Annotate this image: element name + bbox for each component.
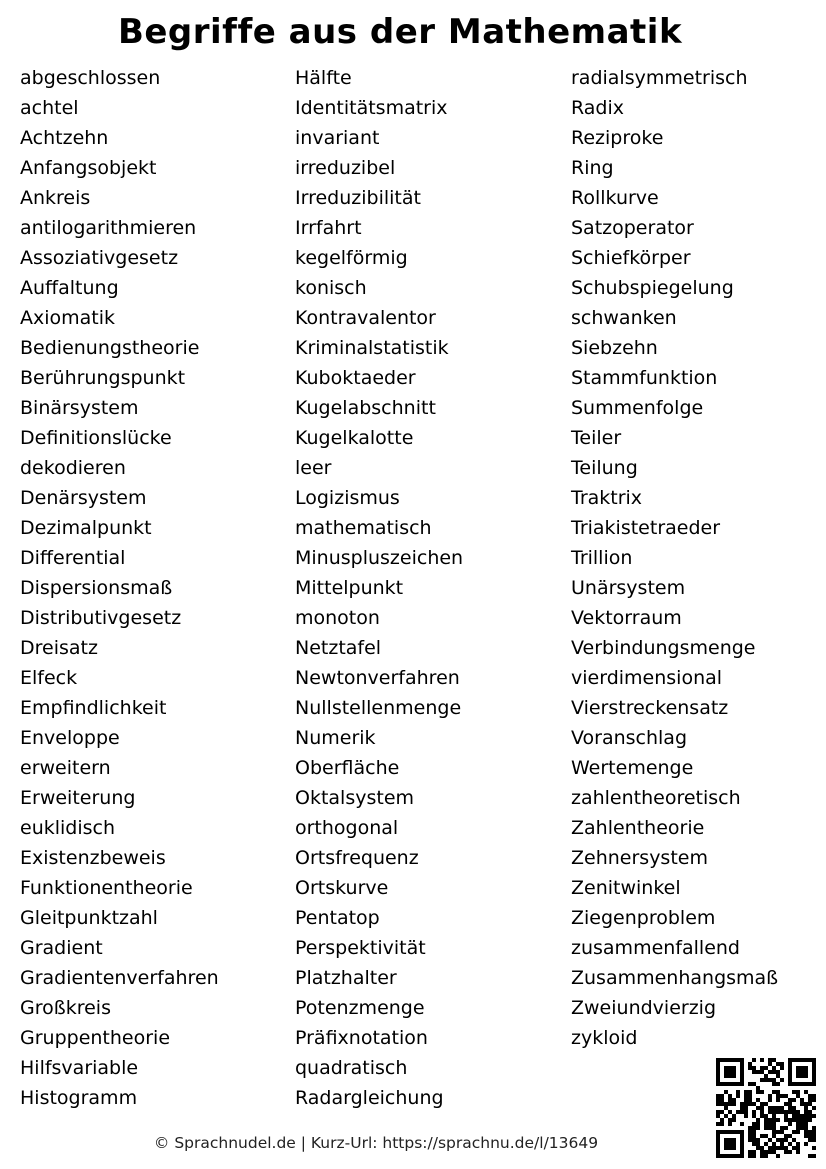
word-item: Ortsfrequenz [295, 847, 419, 869]
word-item: Stammfunktion [571, 367, 718, 389]
word-item: orthogonal [295, 817, 399, 839]
word-item: Numerik [295, 727, 376, 749]
word-item: Zahlentheorie [571, 817, 705, 839]
word-item: Achtzehn [20, 127, 109, 149]
page-title: Begriffe aus der Mathematik [117, 12, 683, 52]
word-item: Traktrix [571, 487, 643, 509]
word-item: Vektorraum [571, 607, 682, 629]
word-item: monoton [295, 607, 380, 629]
word-item: Teilung [571, 457, 638, 479]
word-item: Dezimalpunkt [20, 517, 152, 539]
word-item: Kugelkalotte [295, 427, 414, 449]
word-item: Differential [20, 547, 126, 569]
word-column-1 [20, 63, 219, 1113]
word-item: Irreduzibilität [295, 187, 421, 209]
word-item: Anfangsobjekt [20, 157, 157, 179]
word-item: Oktalsystem [295, 787, 415, 809]
word-item: erweitern [20, 757, 111, 779]
word-item: Nullstellenmenge [295, 697, 462, 719]
word-item: Auffaltung [20, 277, 119, 299]
word-item: Definitionslücke [20, 427, 172, 449]
word-item: Verbindungsmenge [571, 637, 756, 659]
word-item: Rollkurve [571, 187, 659, 209]
word-item: Berührungspunkt [20, 367, 186, 389]
word-item: Identitätsmatrix [295, 97, 448, 119]
word-item: Kontravalentor [295, 307, 436, 329]
word-item: Schubspiegelung [571, 277, 734, 299]
word-item: schwanken [571, 307, 677, 329]
word-item: Elfeck [20, 667, 78, 689]
word-item: Existenzbeweis [20, 847, 166, 869]
word-item: Wertemenge [571, 757, 694, 779]
word-item: Enveloppe [20, 727, 120, 749]
word-item: Voranschlag [571, 727, 688, 749]
word-item: zusammenfallend [571, 937, 740, 959]
word-item: Gleitpunktzahl [20, 907, 158, 929]
word-item: Satzoperator [571, 217, 694, 239]
word-item: Axiomatik [20, 307, 116, 329]
word-item: Potenzmenge [295, 997, 425, 1019]
word-item: Erweiterung [20, 787, 136, 809]
word-item: abgeschlossen [20, 67, 161, 89]
word-item: konisch [295, 277, 367, 299]
word-item: Reziproke [571, 127, 664, 149]
word-item: Summenfolge [571, 397, 704, 419]
word-item: dekodieren [20, 457, 126, 479]
word-item: Binärsystem [20, 397, 139, 419]
word-item: Siebzehn [571, 337, 658, 359]
word-item: Logizismus [295, 487, 400, 509]
word-item: antilogarithmieren [20, 217, 197, 239]
word-item: Distributivgesetz [20, 607, 182, 629]
word-item: Newtonverfahren [295, 667, 460, 689]
word-item: Histogramm [20, 1087, 138, 1109]
word-item: Teiler [571, 427, 622, 449]
word-item: kegelförmig [295, 247, 408, 269]
word-item: Zweiundvierzig [571, 997, 717, 1019]
word-item: Zehnersystem [571, 847, 708, 869]
word-item: Netztafel [295, 637, 382, 659]
word-item: Denärsystem [20, 487, 147, 509]
word-item: euklidisch [20, 817, 116, 839]
word-item: Gradient [20, 937, 103, 959]
word-item: Ortskurve [295, 877, 389, 899]
word-item: Kriminalstatistik [295, 337, 449, 359]
word-item: zykloid [571, 1027, 638, 1049]
word-item: Perspektivität [295, 937, 426, 959]
word-item: Schiefkörper [571, 247, 691, 269]
word-item: Ring [571, 157, 614, 179]
word-item: Vierstreckensatz [571, 697, 729, 719]
word-item: Zusammenhangsmaß [571, 967, 779, 989]
word-item: leer [295, 457, 332, 479]
word-item: Oberfläche [295, 757, 400, 779]
word-item: Kugelabschnitt [295, 397, 436, 419]
word-item: Hälfte [295, 67, 352, 89]
word-item: radialsymmetrisch [571, 67, 748, 89]
word-item: Platzhalter [295, 967, 397, 989]
word-item: Empfindlichkeit [20, 697, 167, 719]
footer-credit: © Sprachnudel.de | Kurz-Url: https://sprachnu.de/l/13649 [153, 1134, 599, 1152]
word-item: quadratisch [295, 1057, 408, 1079]
word-item: Mittelpunkt [295, 577, 404, 599]
word-item: Dispersionsmaß [20, 577, 173, 599]
word-item: Assoziativgesetz [20, 247, 179, 269]
word-item: Pentatop [295, 907, 380, 929]
word-item: Zenitwinkel [571, 877, 681, 899]
word-item: Gradientenverfahren [20, 967, 219, 989]
word-item: Ankreis [20, 187, 91, 209]
word-item: Radargleichung [295, 1087, 444, 1109]
word-item: invariant [295, 127, 380, 149]
word-item: Radix [571, 97, 625, 119]
word-item: zahlentheoretisch [571, 787, 741, 809]
word-item: Kuboktaeder [295, 367, 416, 389]
word-column-3 [571, 63, 778, 1053]
word-item: Hilfsvariable [20, 1057, 139, 1079]
word-item: Dreisatz [20, 637, 98, 659]
word-item: Bedienungstheorie [20, 337, 200, 359]
word-item: Ziegenproblem [571, 907, 716, 929]
word-item: achtel [20, 97, 79, 119]
word-item: mathematisch [295, 517, 432, 539]
word-item: Triakistetraeder [571, 517, 721, 539]
word-item: Großkreis [20, 997, 111, 1019]
word-item: Unärsystem [571, 577, 686, 599]
word-item: Gruppentheorie [20, 1027, 171, 1049]
word-column-2 [295, 63, 463, 1113]
word-item: irreduzibel [295, 157, 396, 179]
word-item: Trillion [571, 547, 633, 569]
word-item: Irrfahrt [295, 217, 362, 239]
word-item: Funktionentheorie [20, 877, 193, 899]
word-item: Minuspluszeichen [295, 547, 464, 569]
qr-code-icon [716, 1058, 816, 1158]
word-item: Präfixnotation [295, 1027, 428, 1049]
word-item: vierdimensional [571, 667, 723, 689]
